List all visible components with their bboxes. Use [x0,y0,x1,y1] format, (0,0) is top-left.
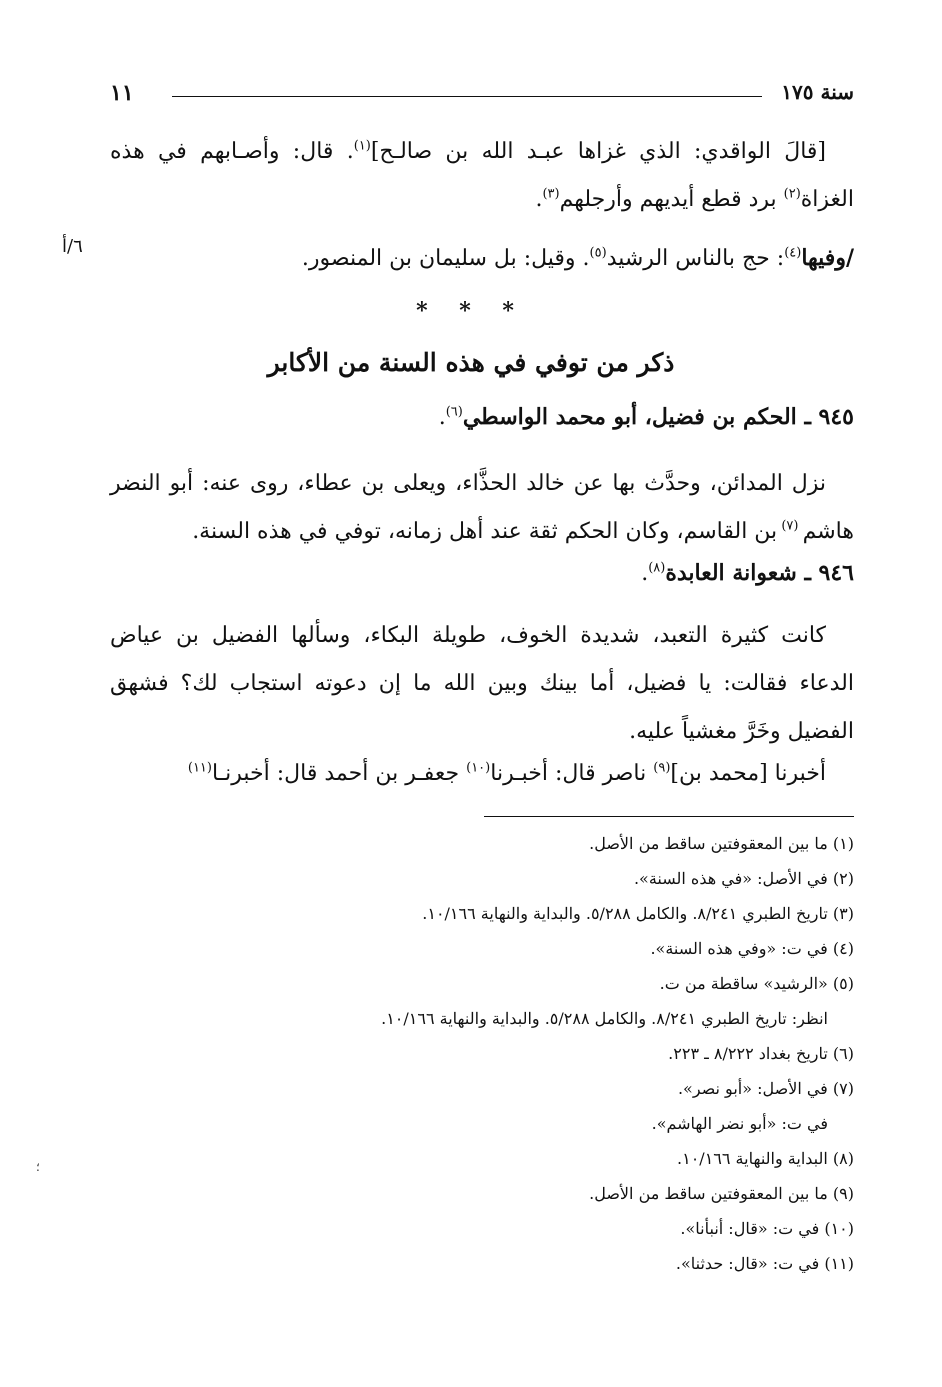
entry-945-name: الحكم بن فضيل، أبو محمد الواسطي [462,404,805,430]
paragraph-1 [110,128,854,224]
paragraph-4 [110,612,854,756]
paragraph-5 [110,750,854,798]
footnote-4: (٤) في ت: «وفي هذه السنة». [650,939,854,958]
footnote-8: (٨) البداية والنهاية ١٠/١٦٦. [677,1149,854,1168]
p2-text-b: : حج بالناس الرشيد [606,246,785,271]
footnote-ref-2: (٢) [783,186,801,202]
p1-text-b: . قال: وأصـابهم في هذه الغزاة [110,139,854,212]
page-number: ١١ [110,80,134,106]
header-year: سنة ١٧٥ [781,80,854,104]
entry-945-end: . [438,405,446,430]
p1-text-c: برد قطع أيديهم وأرجلهم [559,187,784,212]
footnote-ref-8: (٨) [648,560,666,576]
footnote-ref-6: (٦) [445,404,463,420]
footnote-7-continuation: في ت: «أبو نضر الهاشم». [651,1114,828,1133]
paragraph-2 [110,234,854,283]
section-divider-stars: * * * [416,298,526,324]
header-rule [172,96,762,97]
entry-945-number: ٩٤٥ ـ [804,404,854,430]
entry-945-heading [439,404,854,430]
footnote-ref-10: (١٠) [466,760,491,776]
footnote-5-continuation: انظر: تاريخ الطبري ٨/٢٤١. والكامل ٥/٢٨٨. والبداية والنهاية ١٠/١٦٦. [381,1009,828,1028]
paragraph-3 [110,460,854,556]
footnote-separator [484,816,854,817]
entry-946-heading [641,560,854,586]
section-title: ذكر من توفي في هذه السنة من الأكابر [267,348,675,377]
footnote-2: (٢) في الأصل: «في هذه السنة». [633,869,854,888]
footnote-1: (١) ما بين المعقوفتين ساقط من الأصل. [589,834,854,853]
footnote-ref-5: (٥) [589,245,607,261]
p3-text-a: نزل المدائن، وحدَّث بها عن خالد الحذَّاء، ويعلى بن عطاء، روى عنه: أبو النضر هاشم [110,471,854,544]
footnote-ref-11: (١١) [187,760,212,776]
footnote-9: (٩) ما بين المعقوفتين ساقط من الأصل. [589,1184,854,1203]
p1-text-a: [قالَ الواقدي: الذي غزاها عبـد الله بن صالـح] [370,139,826,164]
footnote-10: (١٠) في ت: «قال: أنبأنا». [680,1219,854,1238]
footnote-ref-3: (٣) [542,186,560,202]
footnote-ref-1: (١) [353,138,371,154]
p1-text-d: . [535,187,543,212]
p5-text-a: أخبرنا [محمد بن] [670,761,826,786]
p4-text: كانت كثيرة التعبد، شديدة الخوف، طويلة البكاء، وسألها الفضيل بن عياض الدعاء فقالت: يا فضيل، أما بينك وبين الله ما إن دعوته استجاب لك؟ فشهق الفضيل وخَرَّ مغشياً عليه. [110,623,854,744]
p5-text-b: ناصر قال: أخبـرنا [490,761,654,786]
footnote-3: (٣) تاريخ الطبري ٨/٢٤١. والكامل ٥/٢٨٨. والبداية والنهاية ١٠/١٦٦. [422,904,854,923]
p3-text-b: بن القاسم، وكان الحكم ثقة عند أهل زمانه، توفي في هذه السنة. [192,519,778,544]
running-header [110,80,854,112]
footnote-ref-9: (٩) [653,760,671,776]
footnote-ref-7: (٧) [777,518,803,534]
footnote-ref-4: (٤) [784,245,802,261]
p5-text-c: جعفـر بن أحمد قال: أخبرنـا [212,761,467,786]
footnote-11: (١١) في ت: «قال: حدثنا». [675,1254,854,1273]
footnote-5: (٥) «الرشيد» ساقطة من ت. [659,974,854,993]
footnotes [234,826,854,1281]
p2-text-a: /وفيها [801,245,854,271]
footnote-7: (٧) في الأصل: «أبو نصر». [677,1079,854,1098]
margin-folio-note: ٦/أ [62,236,83,257]
stray-mark: ؛ [36,1160,40,1174]
entry-946-end: . [641,561,649,586]
entry-946-number: ٩٤٦ ـ [804,560,854,586]
entry-946-name: شعوانة العابدة [665,560,805,586]
footnote-6: (٦) تاريخ بغداد ٨/٢٢٢ ـ ٢٢٣. [668,1044,854,1063]
p2-text-c: . وقيل: بل سليمان بن المنصور. [301,246,590,271]
